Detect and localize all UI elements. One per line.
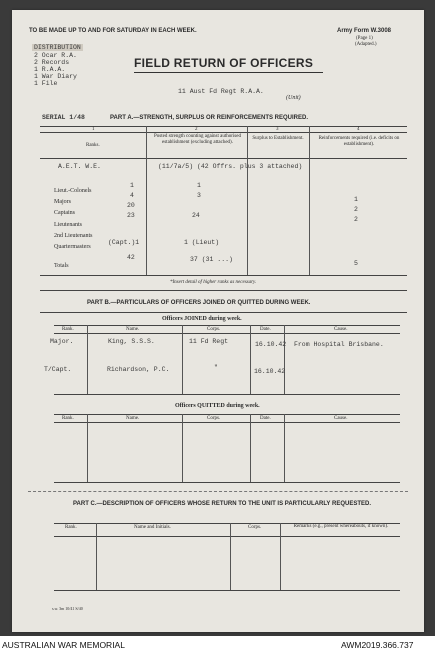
col-corps: Corps. (207, 416, 221, 421)
table-rule (54, 325, 400, 326)
rank-lieut-colonels: Lieut.-Colonels (54, 188, 92, 194)
col-name-initials: Name and Initials. (134, 525, 171, 530)
col-rank: Rank. (62, 327, 74, 332)
typed-establishment: 4 (130, 192, 134, 199)
table-column-rule (182, 325, 183, 394)
rank-totals: Totals (54, 263, 69, 269)
table-rule (40, 158, 407, 159)
table-column-rule (182, 414, 183, 482)
table-rule (54, 536, 400, 537)
joined-corps: " (214, 364, 218, 371)
quitted-title: Officers QUITTED during week. (175, 403, 260, 409)
table-column-rule (230, 523, 231, 590)
form-title: FIELD RETURN OF OFFICERS (134, 56, 314, 70)
footer-accession: AWM2019.366.737 (341, 640, 414, 650)
table-rule (40, 126, 407, 127)
table-column-rule (146, 126, 147, 275)
col-name: Name. (126, 416, 140, 421)
rank-2nd-lieutenants: 2nd Lieutenants (54, 233, 93, 239)
col-date: Date. (260, 416, 271, 421)
col-rank: Rank. (62, 416, 74, 421)
typed-establishment: 42 (127, 254, 135, 261)
footer-bar (0, 636, 435, 653)
table-column-rule (284, 325, 285, 394)
header-posted-strength: Posted strength counting against authorised establishment (excluding attached). (154, 134, 241, 145)
col-number: 2 (195, 127, 198, 132)
col-corps: Corps. (207, 327, 221, 332)
table-rule (54, 333, 400, 334)
posted-strength-value: 1 (197, 182, 201, 189)
header-ranks: Ranks. (86, 143, 100, 148)
posted-strength-total: 37 (31 ...) (190, 256, 233, 263)
table-column-rule (309, 126, 310, 275)
part-c-title: PART C.—DESCRIPTION OF OFFICERS WHOSE RETURN TO THE UNIT IS PARTICULARLY REQUESTED. (72, 501, 372, 507)
table-column-rule (284, 414, 285, 482)
part-b-title: PART B.—PARTICULARS OF OFFICERS JOINED OR QUITTED DURING WEEK. (87, 300, 311, 306)
col-number: 4 (357, 127, 360, 132)
typed-establishment: 20 (127, 202, 135, 209)
serial-number: SERIAL 1/48 (42, 114, 85, 121)
distribution-title: DISTRIBUTION (34, 44, 81, 51)
col-cause: Cause. (334, 327, 348, 332)
joined-name: Richardson, P.C. (107, 366, 170, 373)
col-corps: Corps. (248, 525, 262, 530)
typed-establishment: 1 (130, 182, 134, 189)
distribution-list (34, 52, 77, 87)
col-number: 3 (276, 127, 279, 132)
table-column-rule (87, 325, 88, 394)
table-rule (40, 132, 407, 133)
table-column-rule (87, 414, 88, 482)
col-name: Name. (126, 327, 140, 332)
joined-date: 16.10.42 (254, 368, 286, 375)
section-rule (40, 312, 407, 313)
joined-corps: 11 Fd Regt (189, 338, 229, 345)
distribution-item: 1 War Diary (34, 73, 77, 80)
table-rule (54, 422, 400, 423)
distribution-item: 1 File (34, 80, 58, 87)
table-footnote: *Insert detail of higher ranks as necessary. (170, 280, 257, 285)
distribution-item: 2 Ocar R.A. (34, 52, 77, 59)
table-column-rule (96, 523, 97, 590)
part-a-title: PART A.—STRENGTH, SURPLUS OR REINFORCEMENTS REQUIRED. (110, 115, 309, 121)
distribution-item: 1 R.A.A. (34, 66, 66, 73)
form-page: (Page 1) (356, 36, 373, 41)
col-number: 1 (92, 127, 95, 132)
unit-name: 11 Aust Fd Regt R.A.A. (178, 88, 264, 95)
title-underline (134, 72, 323, 73)
distribution-item: 2 Records (34, 59, 70, 66)
table-rule (54, 482, 400, 483)
table-rule (40, 275, 407, 276)
posted-strength-value: 1 (Lieut) (184, 239, 220, 246)
section-rule (40, 290, 407, 291)
reinforcements-total: 5 (354, 260, 358, 267)
print-code: s.w. 3m 10/41 S/40 (52, 606, 83, 611)
joined-title: Officers JOINED during week. (162, 316, 242, 322)
col-date: Date. (260, 327, 271, 332)
section-divider (28, 491, 408, 492)
table-rule (54, 414, 400, 415)
typed-establishment: (Capt.)1 (108, 239, 140, 246)
table-column-rule (250, 414, 251, 482)
table-column-rule (247, 126, 248, 275)
joined-name: King, S.S.S. (108, 338, 155, 345)
header-reinforcements: Reinforcements required (i.e. deficits on establishment). (318, 136, 400, 147)
unit-label: (Unit) (286, 95, 301, 101)
typed-establishment: 23 (127, 212, 135, 219)
posted-strength-value: 24 (192, 212, 200, 219)
footer-source: AUSTRALIAN WAR MEMORIAL (2, 640, 125, 650)
rank-lieutenants: Lieutenants (54, 222, 82, 228)
form-adapted: (Adapted.) (355, 42, 377, 47)
joined-date: 16.10.42 (255, 341, 287, 348)
joined-rank: T/Capt. (44, 366, 72, 373)
document-page (12, 10, 424, 632)
joined-cause: From Hospital Brisbane. (294, 341, 384, 348)
header-surplus: Surplus to Establishment. (252, 136, 304, 141)
col-remarks: Remarks (e.g., present whereabouts, if known). (293, 524, 389, 529)
establishment-note: (11/7a/5) (42 Offrs. plus 3 attached) (158, 163, 303, 170)
reinforcements-value: 2 (354, 206, 358, 213)
col-cause: Cause. (334, 416, 348, 421)
reinforcements-value: 2 (354, 216, 358, 223)
instruction-text: TO BE MADE UP TO AND FOR SATURDAY IN EACH WEEK. (29, 28, 197, 34)
rank-captains: Captains (54, 210, 75, 216)
establishment-ref: A.E.T. W.E. (58, 163, 101, 170)
table-rule (54, 394, 400, 395)
rank-quartermasters: Quartermasters (54, 244, 91, 250)
table-column-rule (250, 325, 251, 394)
table-column-rule (280, 523, 281, 590)
form-number: Army Form W.3008 (337, 28, 392, 34)
col-rank: Rank. (65, 525, 77, 530)
table-rule (54, 590, 400, 591)
joined-rank: Major. (50, 338, 74, 345)
posted-strength-value: 3 (197, 192, 201, 199)
rank-majors: Majors (54, 199, 71, 205)
reinforcements-value: 1 (354, 196, 358, 203)
